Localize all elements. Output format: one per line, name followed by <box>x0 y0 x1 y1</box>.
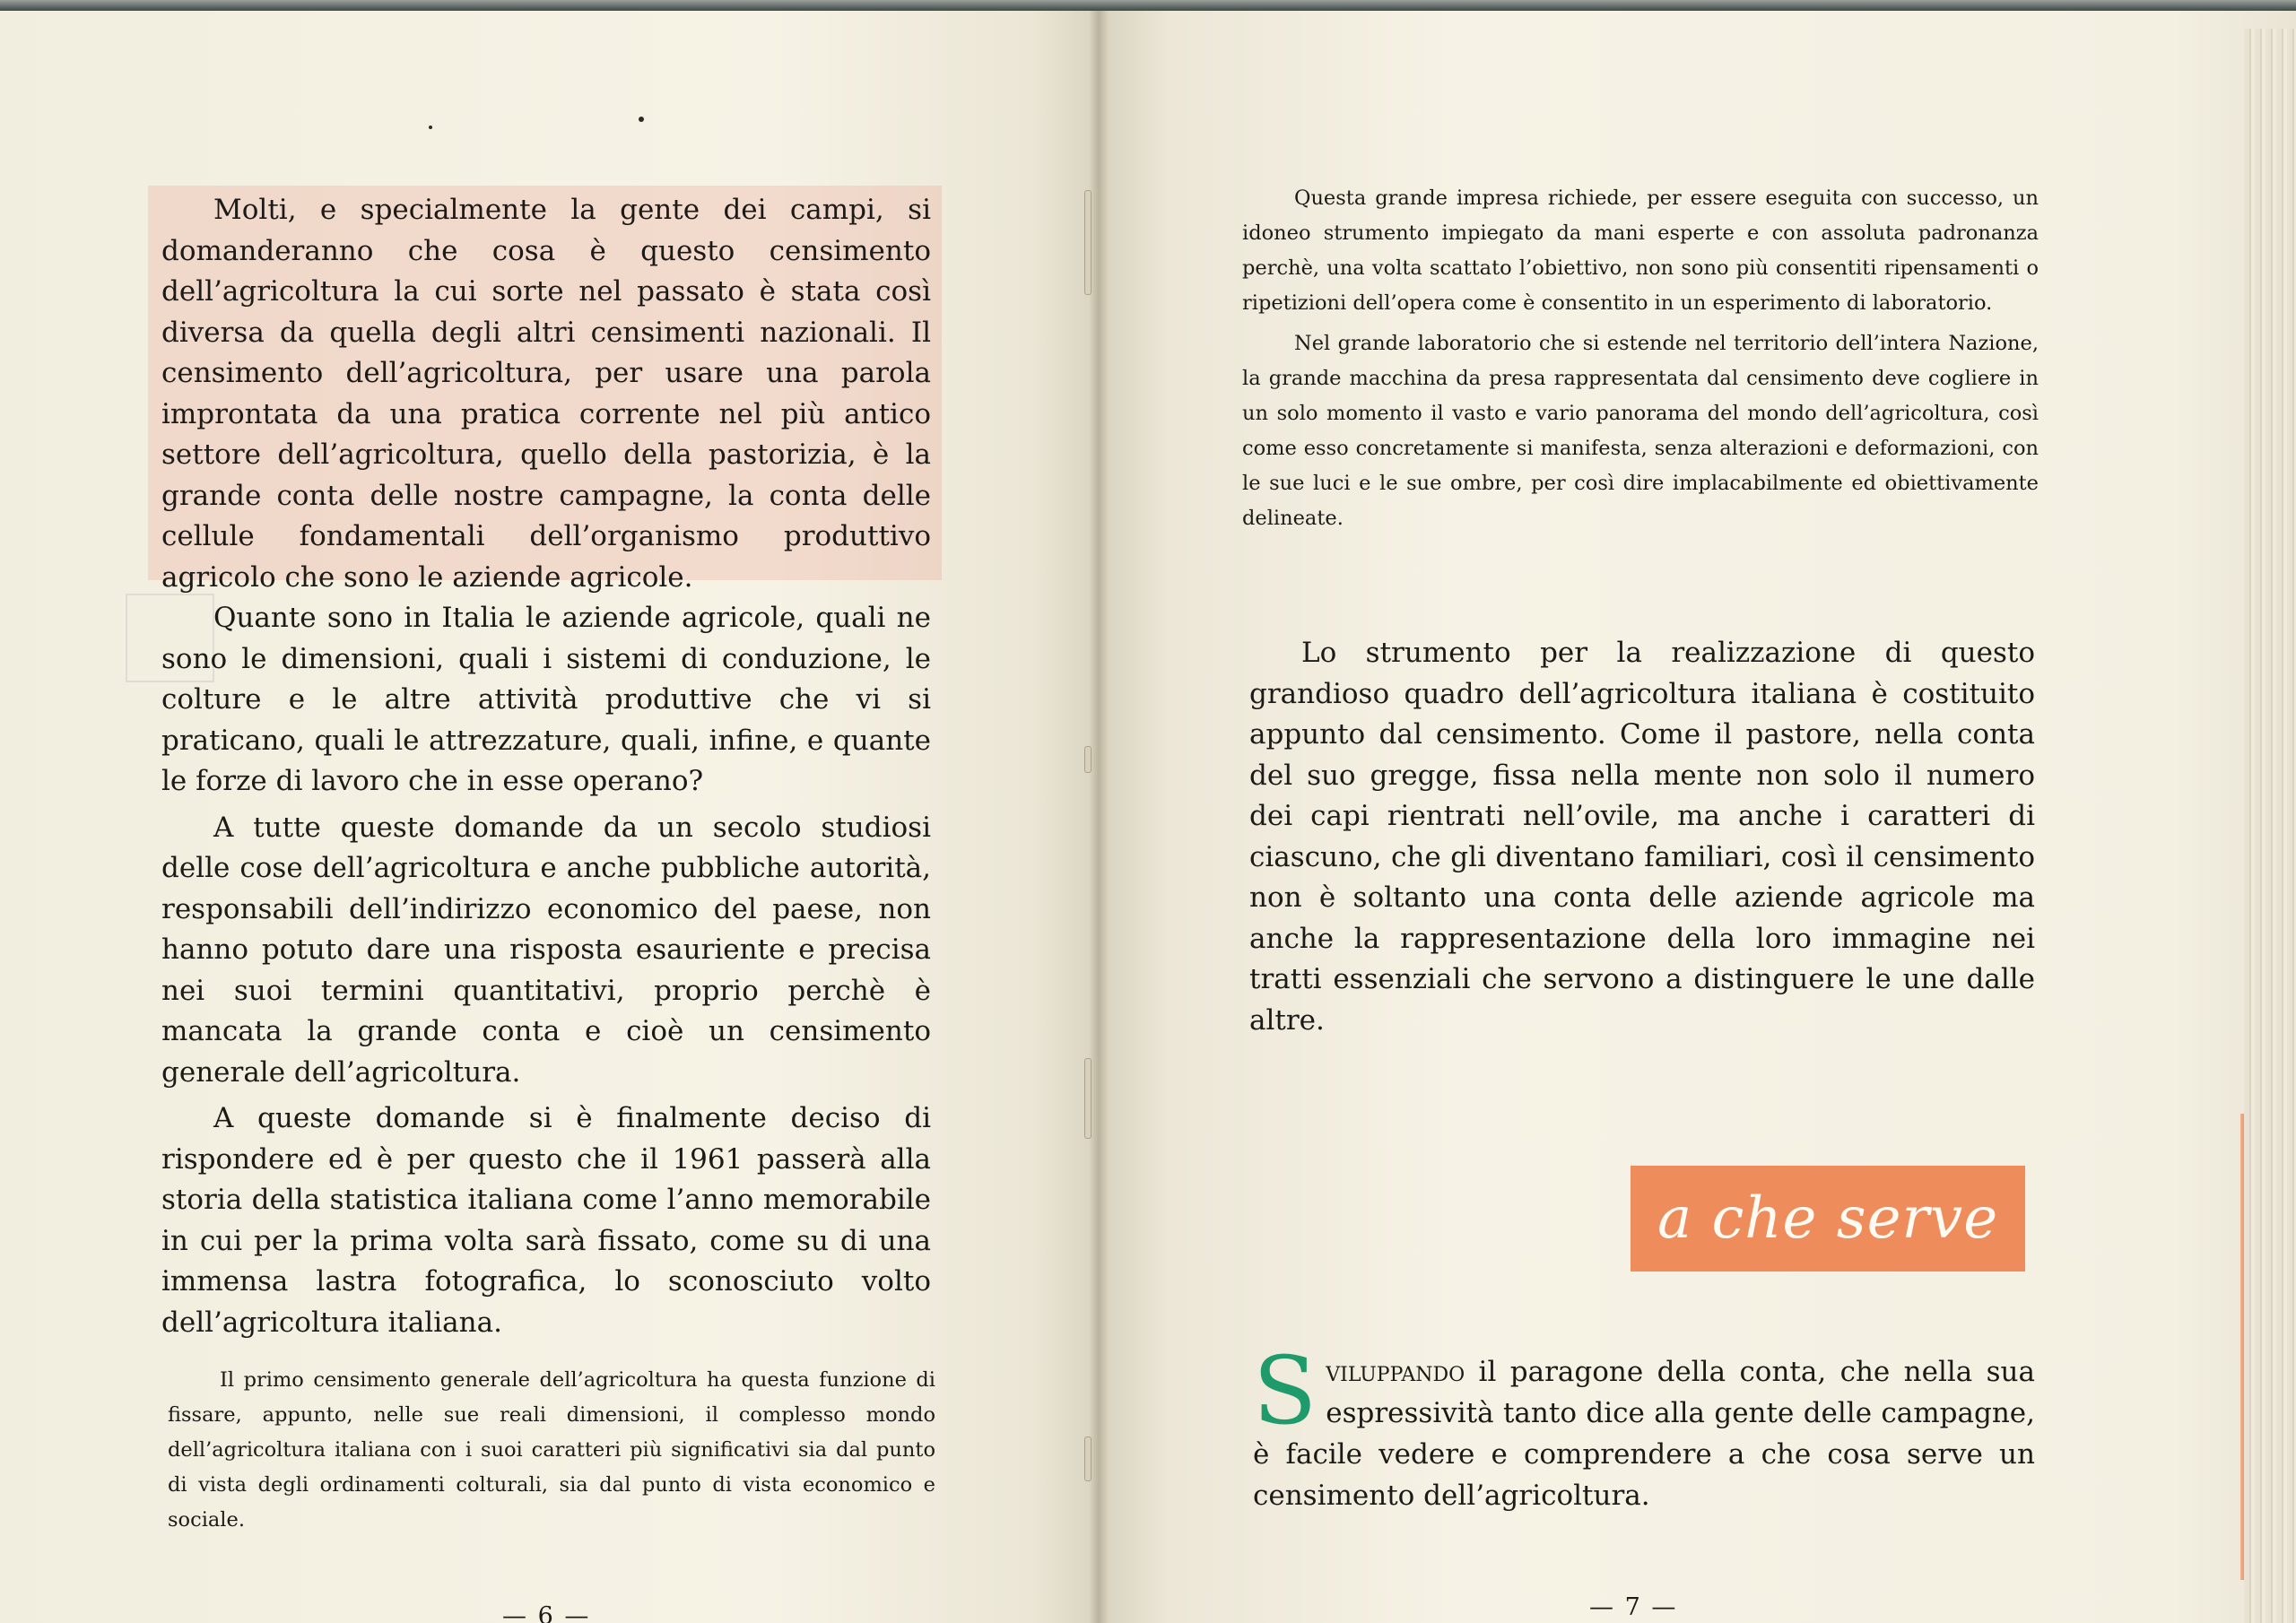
binding-stitch <box>1084 1436 1091 1481</box>
booklet-spread <box>0 11 2296 1623</box>
page-stack-edge <box>2244 29 2296 1623</box>
section-heading: a che serve <box>1657 1185 1999 1252</box>
scanner-top-edge <box>0 0 2296 11</box>
gutter-shadow <box>1089 11 1109 1623</box>
binding-stitch <box>1084 190 1091 295</box>
speck <box>639 117 644 122</box>
binding-stitch <box>1084 1058 1091 1139</box>
speck <box>429 126 432 129</box>
paragraph: Quante sono in Italia le aziende agricole, quali ne sono le dimensioni, quali i sistemi di conduzione, le colture e le altre attività produttive che vi si praticano, quali le attrezzature, quali, infine, e quante le forze di lavoro che in esse operano? <box>161 602 931 797</box>
page-number-left: — 6 — <box>502 1602 591 1623</box>
left-body-text <box>161 190 931 1343</box>
left-page <box>0 11 1099 1623</box>
drop-cap: S <box>1253 1336 1318 1445</box>
paragraph: A tutte queste domande da un secolo studiosi delle cose dell’agricoltura e anche pubbliche autorità, responsabili dell’indirizzo economico del paese, non hanno potuto dare una risposta esauriente e precisa nei suoi termini quantitativi, proprio perchè è mancata la grande conta e cioè un censimento generale dell’agricoltura. <box>161 811 931 1089</box>
lead-in: viluppando <box>1326 1356 1465 1388</box>
right-intro-text <box>1242 181 2039 536</box>
section-heading-banner <box>1631 1166 2025 1271</box>
paragraph: Nel grande laboratorio che si estende nel territorio dell’intera Nazione, la grande macchina da presa rappresentata dal censimento deve cogliere in un solo momento il vasto e vario panorama del mondo dell’agricoltura, così come esso concretamente si manifesta, senza alterazioni e deformazioni, con le sue luci e le sue ombre, per così dire implacabilmente ed obiettivamente delineate. <box>1242 332 2039 530</box>
paragraph: A queste domande si è finalmente deciso di rispondere ed è per questo che il 1961 passerà alla storia della statistica italiana come l’anno memorabile in cui per la prima volta sarà fissato, come su di una immensa lastra fotografica, lo sconosciuto volto dell’agricoltura italiana. <box>161 1102 931 1339</box>
closing-paragraph <box>1253 1336 2035 1516</box>
right-main-text: Lo strumento per la realizzazione di questo grandioso quadro dell’agricoltura italiana è costituito appunto dal censimento. Come il pastore, nella conta del suo gregge, fissa nella mente non solo il numero dei capi rientrati nell’ovile, ma anche i caratteri di ciascuno, che gli diventano familiari, così il censimento non è soltanto una conta delle aziende agricole ma anche la rappresentazione della loro immagine nei tratti essenziali che servono a distinguere le une dalle altre. <box>1249 637 2035 1037</box>
paragraph: Molti, e specialmente la gente dei campi, si domanderanno che cosa è questo censimento dell’agricoltura la cui sorte nel passato è stata così diversa da quella degli altri censimenti nazionali. Il censimento dell’agricoltura, per usare una parola improntata da una pratica corrente nel più antico settore dell’agricoltura, quello della pastorizia, è la grande conta delle nostre campagne, la conta delle cellule fondamentali dell’organismo produttivo agricolo che sono le aziende agricole. <box>161 194 931 594</box>
page-number-right: — 7 — <box>1589 1593 1678 1621</box>
right-page <box>1099 11 2296 1623</box>
paragraph: Questa grande impresa richiede, per essere eseguita con successo, un idoneo strumento impiegato da mani esperte e con assoluta padronanza perchè, una volta scattato l’obiettivo, non sono più consentiti ripensamenti o ripetizioni dell’opera come è consentito in un esperimento di laboratorio. <box>1242 187 2039 315</box>
binding-stitch <box>1084 746 1091 773</box>
left-footnote: Il primo censimento generale dell’agricoltura ha questa funzione di fissare, appunto, nelle sue reali dimensioni, il complesso mondo dell’agricoltura italiana con i suoi caratteri più significativi sia dal punto di vista degli ordinamenti colturali, sia dal punto di vista economico e sociale. <box>168 1368 935 1532</box>
closing-text: il paragone della conta, che nella sua espressività tanto dice alla gente delle campagne, è facile vedere e comprendere a che cosa serve un censimento dell’agricoltura. <box>1253 1356 2035 1512</box>
